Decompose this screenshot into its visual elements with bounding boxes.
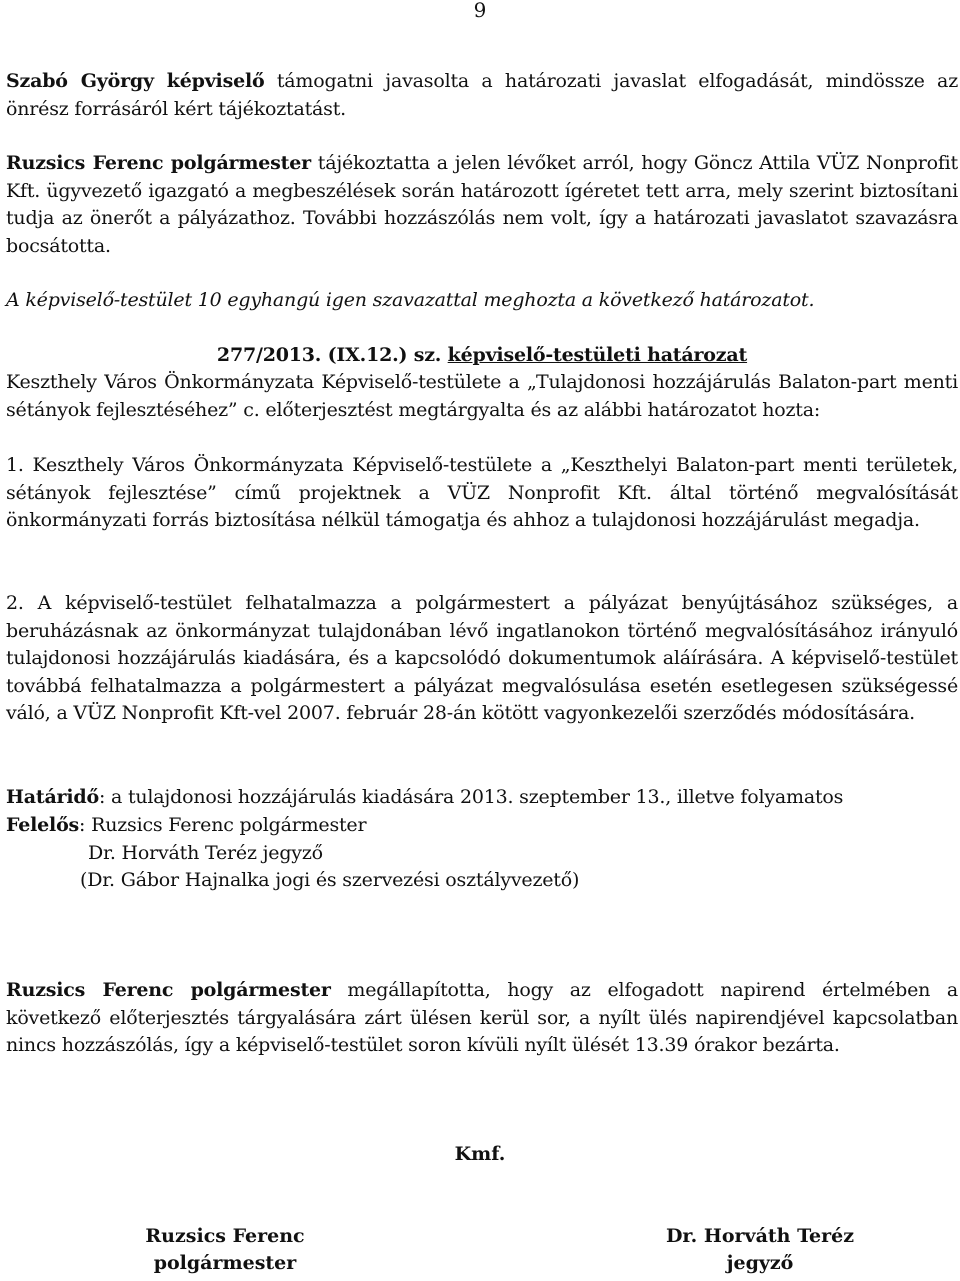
- resolution-number: 277/2013. (IX.12.) sz.: [216, 344, 442, 366]
- resolution-intro: Keszthely Város Önkormányzata Képviselő-testülete a „Tulajdonosi hozzájárulás Balaton-part menti sétányok fejlesztéséhez” c. előterjesztést megtárgyalta és az alábbi határozatot hozta:: [6, 371, 958, 421]
- kmf-label: Kmf.: [454, 1143, 506, 1165]
- speaker-name: Ruzsics Ferenc polgármester: [6, 152, 311, 174]
- speaker-name: Ruzsics Ferenc polgármester: [6, 979, 331, 1001]
- signature-left-title: polgármester: [153, 1252, 297, 1274]
- responsible-3: (Dr. Gábor Hajnalka jogi és szervezési osztályvezető): [80, 869, 580, 891]
- signature-left: [110, 1223, 340, 1277]
- resolution-point-1: 1. Keszthely Város Önkormányzata Képviselő-testülete a „Keszthelyi Balaton-part menti területek, sétányok fejlesztése” című projektnek a VÜZ Nonprofit Kft. által történő megvalósítását önkormányzati forrás biztosítása nélkül támogatja és ahhoz a tulajdonosi hozzájárulást megadja.: [6, 454, 958, 531]
- responsible-line: [6, 812, 958, 840]
- deadline-label: Határidő: [6, 786, 99, 808]
- page-number: 9: [473, 0, 487, 22]
- paragraph-closing: [6, 977, 958, 1060]
- responsible-2: Dr. Horváth Teréz jegyző: [88, 842, 323, 864]
- resolution-point-2: 2. A képviselő-testület felhatalmazza a polgármestert a pályázat benyújtásához szükséges, a beruházásnak az önkormányzat tulajdonában lévő ingatlanokon történő megvalósításához irányuló tulajdonosi hozzájárulás kiadására, és a kapcsolódó dokumentumok aláírására. A képviselő-testület továbbá felhatalmazza a polgármestert a pályázat megvalósulása esetén esetlegesen szükségessé váló, a VÜZ Nonprofit Kft-vel 2007. február 28-án kötött vagyonkezelői szerződés módosítására.: [6, 592, 958, 724]
- responsible-label: Felelős: [6, 814, 80, 836]
- paragraph-text: megállapította, hogy az elfogadott napirend értelmében a következő előterjesztés tárgyalására zárt ülésen kerül sor, a nyílt ülés napirendjével kapcsolatban nincs hozzászólás, így a képviselő-testület soron kívüli nyílt ülését 13.39 órakor bezárta.: [6, 979, 958, 1056]
- deadline-text: : a tulajdonosi hozzájárulás kiadására 2013. szeptember 13., illetve folyamatos: [98, 786, 844, 808]
- paragraph-szabo: [6, 68, 958, 123]
- deadline-line: [6, 784, 958, 812]
- resolution-title: képviselő-testületi határozat: [447, 344, 748, 366]
- vote-result: A képviselő-testület 10 egyhangú igen szavazattal meghozta a következő határozatot.: [6, 289, 815, 311]
- responsible-text: : Ruzsics Ferenc polgármester: [79, 814, 367, 836]
- paragraph-text: támogatni javasolta a határozati javaslat elfogadását, mindössze az önrész forrásáról kért tájékoztatást.: [6, 70, 958, 120]
- signature-right-name: Dr. Horváth Teréz: [665, 1225, 855, 1247]
- speaker-name: Szabó György képviselő: [6, 70, 265, 92]
- paragraph-ruzsics-1: [6, 150, 958, 260]
- paragraph-text: tájékoztatta a jelen lévőket arról, hogy Göncz Attila VÜZ Nonprofit Kft. ügyvezető igazgató a megbeszélések során határozott ígéretet tett arra, mely szerint biztosítani tudja az önerőt a pályázathoz. További hozzászólás nem volt, így a határozati javaslatot szavazásra bocsátotta.: [6, 152, 958, 257]
- resolution-heading: [6, 342, 958, 370]
- signature-right-title: jegyző: [726, 1252, 794, 1274]
- signature-right: [640, 1223, 880, 1277]
- signature-left-name: Ruzsics Ferenc: [145, 1225, 305, 1247]
